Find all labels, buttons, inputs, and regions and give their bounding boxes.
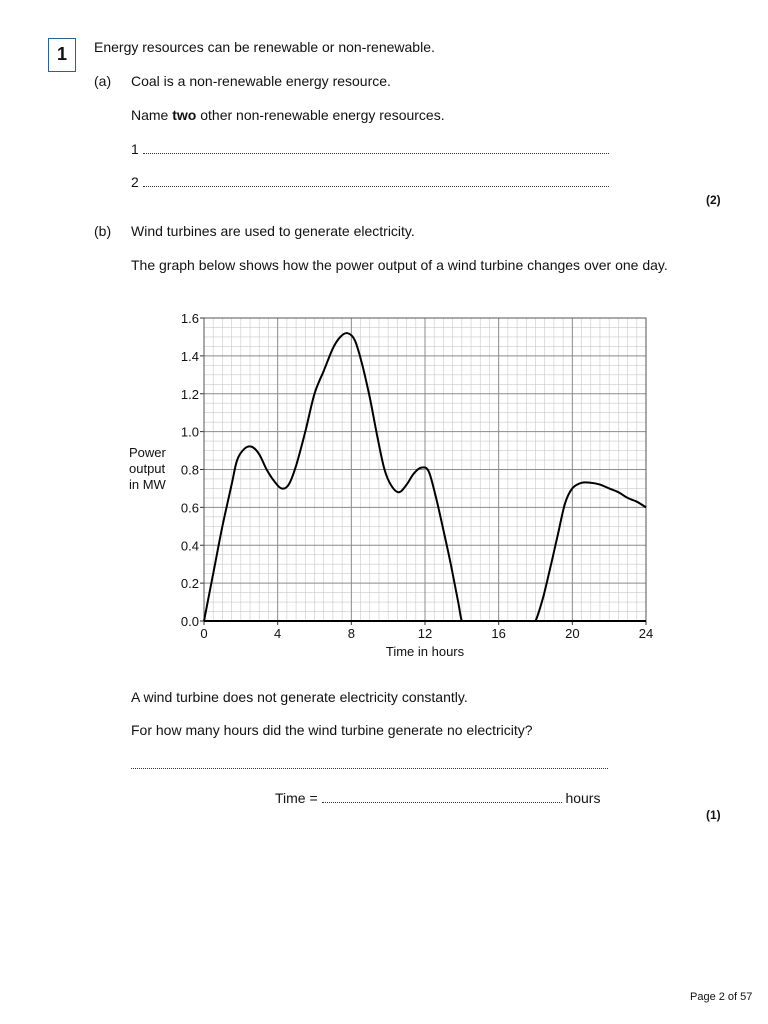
graph-intro: The graph below shows how the power output of a wind turbine changes over one day. <box>131 257 668 273</box>
y-tick-label: 0.4 <box>180 538 199 554</box>
part-a-prompt-pre: Name <box>131 107 173 123</box>
y-tick-label: 0.0 <box>180 614 199 629</box>
intro-text: Energy resources can be renewable or non-renewable. <box>94 39 435 55</box>
part-b-question: For how many hours did the wind turbine generate no electricity? <box>131 722 533 738</box>
chart-y-tick-labels <box>181 311 199 629</box>
part-b-statement: Wind turbines are used to generate electricity. <box>131 223 415 239</box>
y-tick-label: 1.0 <box>180 424 199 440</box>
x-tick-label: 12 <box>417 626 433 641</box>
y-axis-title-line: Power <box>129 445 166 460</box>
y-tick-label: 0.8 <box>180 462 199 478</box>
working-line-dots <box>131 756 608 769</box>
x-tick-label: 4 <box>274 626 282 641</box>
part-a-label: (a) <box>94 73 112 89</box>
page-number: Page 2 of 57 <box>690 991 753 1003</box>
y-tick-label: 1.2 <box>180 386 199 402</box>
part-a-statement: Coal is a non-renewable energy resource. <box>131 73 391 89</box>
part-a-prompt-post: other non-renewable energy resources. <box>196 107 445 123</box>
y-tick-label: 0.2 <box>180 576 199 592</box>
working-line[interactable] <box>131 756 608 773</box>
part-a-prompt-bold: two <box>172 107 197 123</box>
x-tick-label: 16 <box>491 626 506 641</box>
x-tick-label: 8 <box>347 626 355 641</box>
part-b-label: (b) <box>94 223 112 239</box>
answer-line-2-label: 2 <box>131 174 139 190</box>
time-label: Time = <box>275 790 322 806</box>
time-unit: hours <box>565 790 601 806</box>
chart-major-grid <box>204 318 646 621</box>
y-tick-label: 1.4 <box>180 348 199 364</box>
chart-y-axis-title <box>129 445 167 492</box>
time-answer[interactable] <box>275 790 600 807</box>
x-tick-label: 20 <box>565 626 580 641</box>
y-tick-label: 1.6 <box>180 311 199 326</box>
chart-x-tick-labels <box>200 626 653 641</box>
y-tick-label: 0.6 <box>180 500 199 516</box>
part-b-marks: (1) <box>706 808 721 822</box>
question-number: 1 <box>56 44 67 64</box>
y-axis-title-line: output <box>129 461 166 476</box>
y-axis-title-line: in MW <box>129 477 166 492</box>
chart-x-axis-title: Time in hours <box>385 644 465 659</box>
part-a-marks: (2) <box>706 193 721 207</box>
time-answer-dots <box>322 790 562 803</box>
x-tick-label: 24 <box>638 626 654 641</box>
x-tick-label: 0 <box>200 626 208 641</box>
part-b-statement-2: A wind turbine does not generate electricity constantly. <box>131 689 468 705</box>
answer-line-1-label: 1 <box>131 141 139 157</box>
